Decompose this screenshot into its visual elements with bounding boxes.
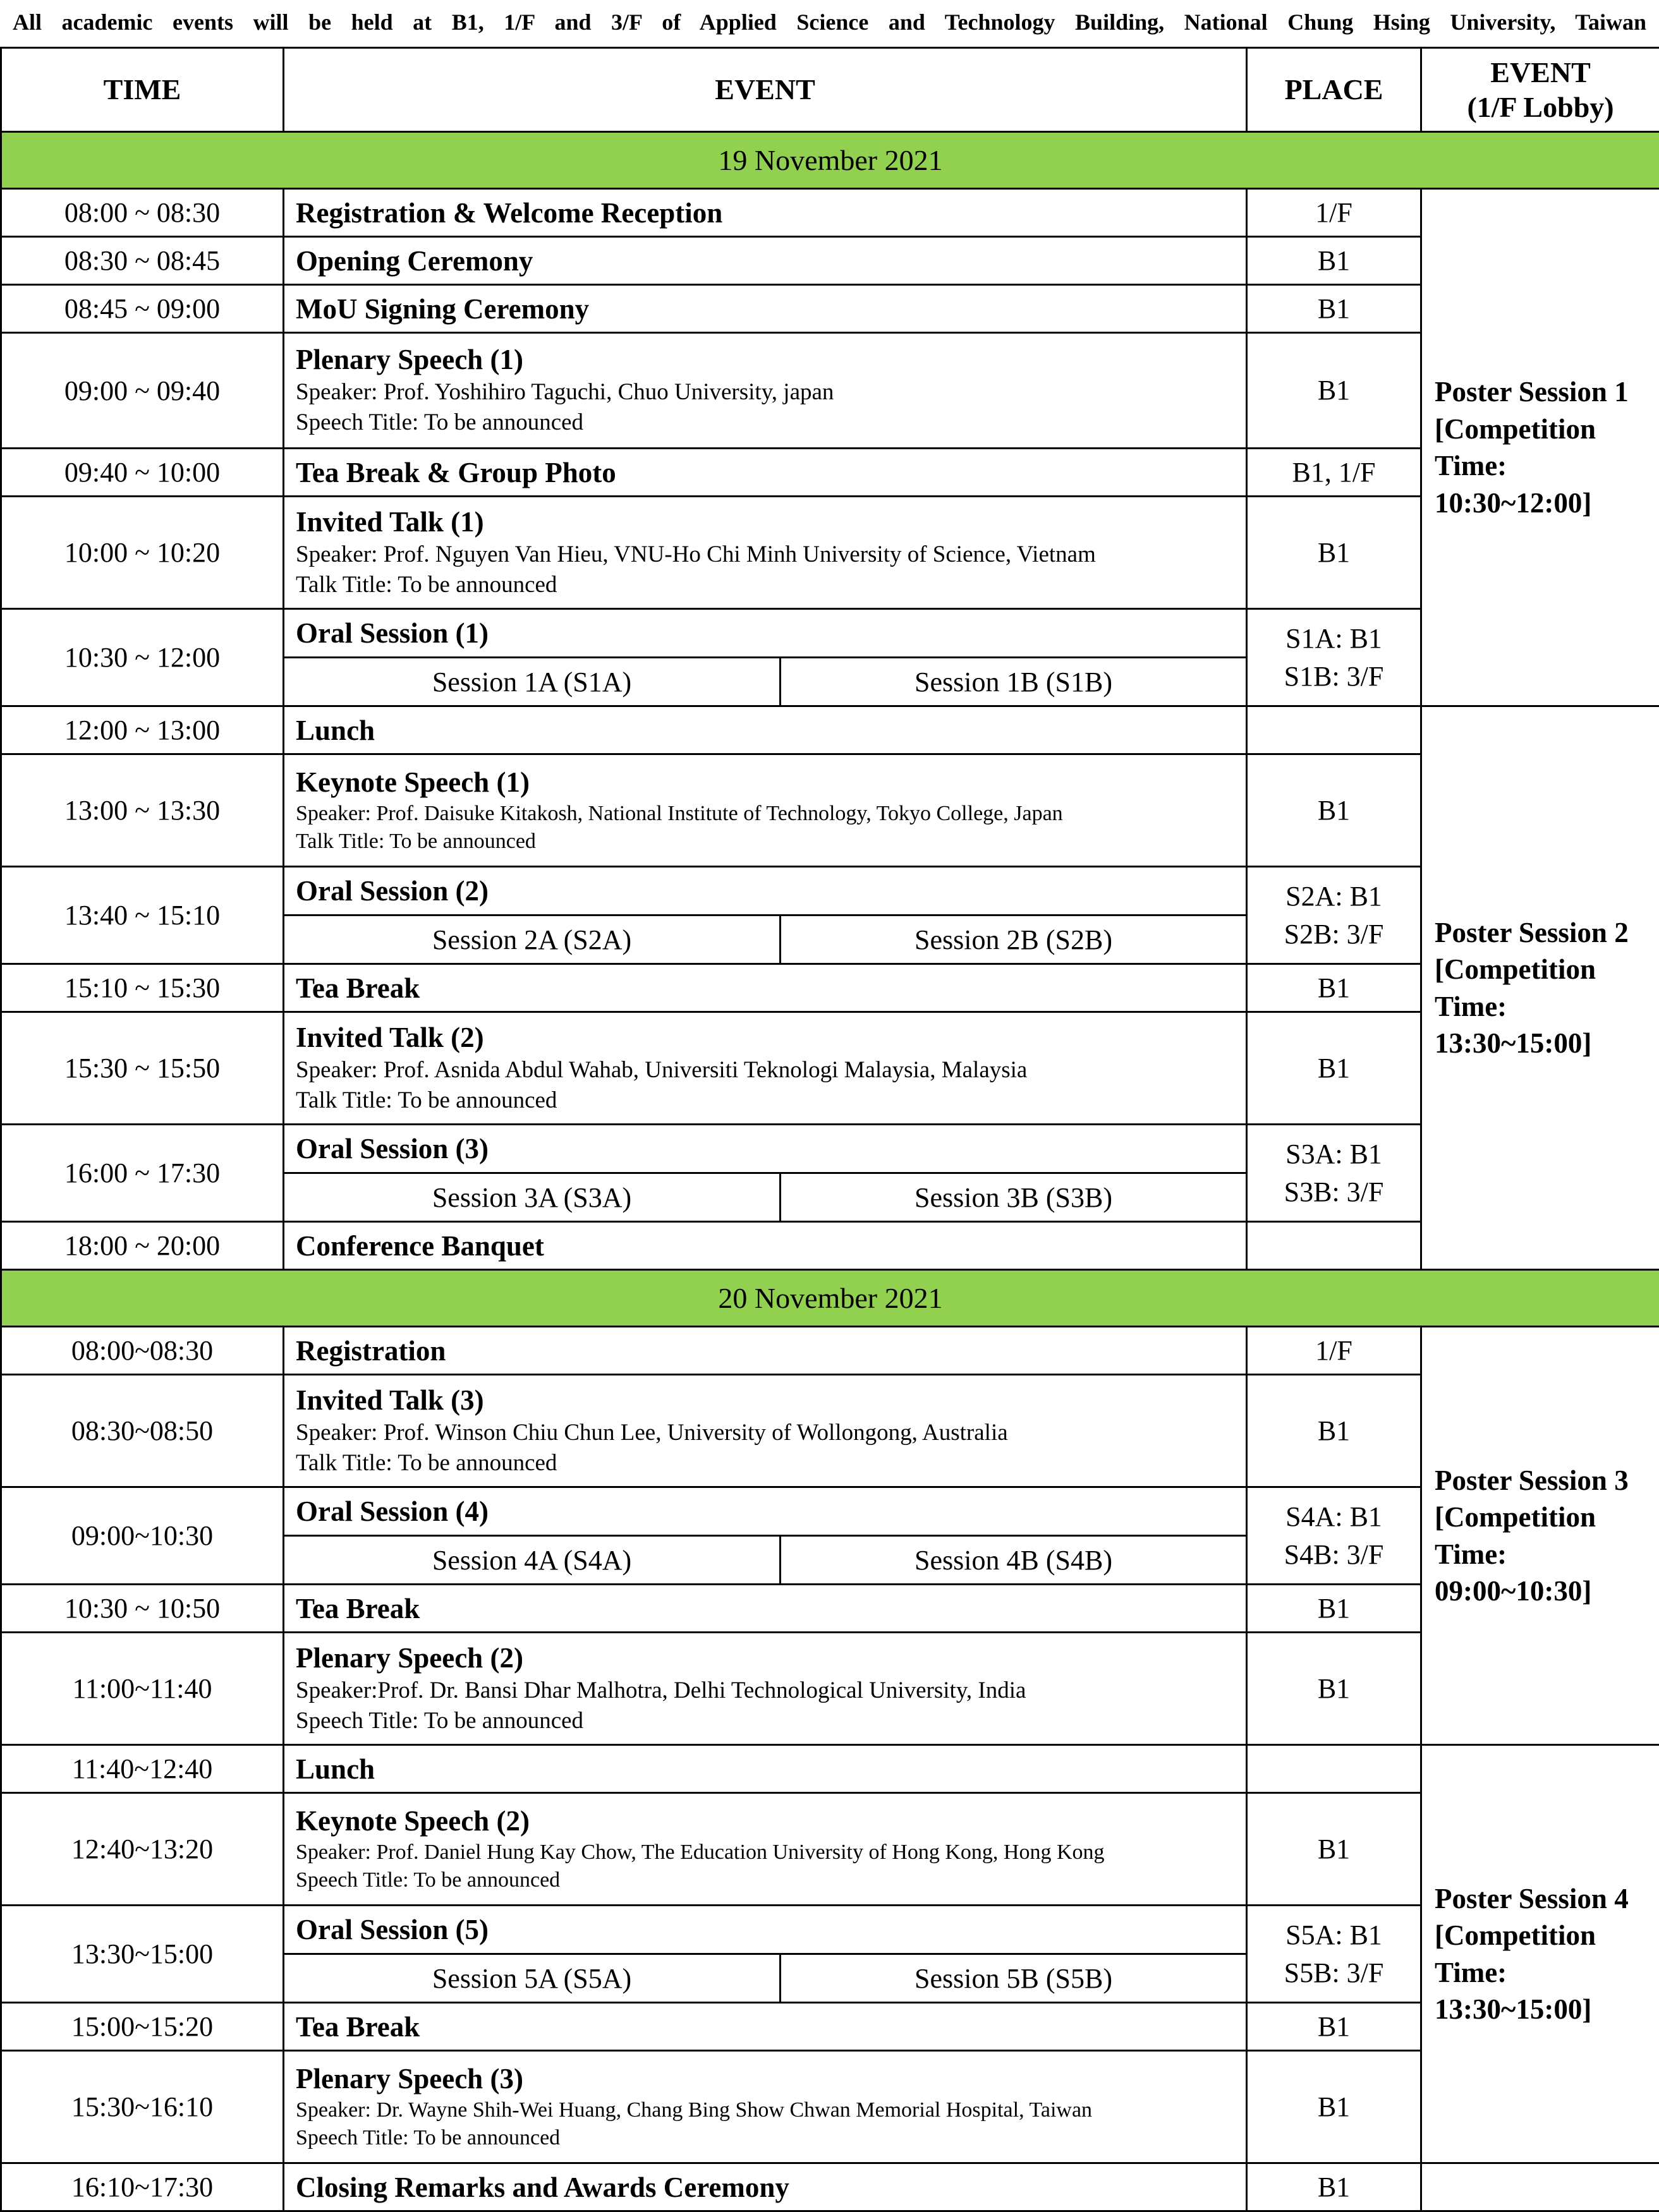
place-cell: B1 (1247, 964, 1421, 1012)
place-cell: B1 (1247, 1375, 1421, 1487)
schedule-table (0, 47, 1659, 2212)
event-speaker: Speaker: Dr. Wayne Shih-Wei Huang, Chang Bing Show Chwan Memorial Hospital, Taiwan (296, 2096, 1246, 2124)
event-cell (284, 1012, 1247, 1125)
table-row (1, 1487, 1659, 1536)
event-title: Tea Break (284, 1585, 1247, 1633)
empty-lobby-cell (1421, 2163, 1659, 2211)
col-header-lobby-line1: EVENT (1490, 56, 1590, 88)
event-subtitle: Talk Title: To be announced (296, 570, 1246, 600)
time-cell: 13:30~15:00 (1, 1906, 284, 2003)
table-row (1, 1633, 1659, 1745)
event-title: Tea Break (284, 2003, 1247, 2051)
table-row (1, 1745, 1659, 1793)
poster-session-cell (1421, 706, 1659, 1270)
table-row (1, 754, 1659, 867)
event-title: Invited Talk (2) (296, 1020, 1246, 1055)
event-speaker: Speaker: Prof. Daisuke Kitakosh, National Institute of Technology, Tokyo College, Japan (296, 800, 1246, 828)
event-subtitle: Talk Title: To be announced (296, 828, 1246, 855)
time-cell: 15:10 ~ 15:30 (1, 964, 284, 1012)
place-cell (1247, 1222, 1421, 1270)
table-row (1, 1585, 1659, 1633)
place-cell: B1 (1247, 2051, 1421, 2163)
poster-line: [Competition (1435, 951, 1659, 988)
session-a: Session 4A (S4A) (284, 1536, 781, 1585)
event-subtitle: Speech Title: To be announced (296, 1866, 1246, 1894)
poster-line: [Competition (1435, 1499, 1659, 1536)
event-title: Tea Break (284, 964, 1247, 1012)
event-speaker: Speaker: Prof. Winson Chiu Chun Lee, University of Wollongong, Australia (296, 1418, 1246, 1448)
event-title: Oral Session (1) (284, 609, 1247, 658)
time-cell: 09:40 ~ 10:00 (1, 449, 284, 497)
time-cell: 18:00 ~ 20:00 (1, 1222, 284, 1270)
day-date: 20 November 2021 (1, 1270, 1659, 1327)
col-header-time: TIME (1, 48, 284, 132)
table-row (1, 1125, 1659, 1173)
time-cell: 16:00 ~ 17:30 (1, 1125, 284, 1222)
event-title: Tea Break & Group Photo (284, 449, 1247, 497)
place-cell: B1 (1247, 2003, 1421, 2051)
poster-time: 13:30~15:00] (1435, 1025, 1659, 1062)
table-header-row (1, 48, 1659, 132)
table-row (1, 497, 1659, 609)
table-row (1, 189, 1659, 237)
event-title: Lunch (284, 1745, 1247, 1793)
event-title: Lunch (284, 706, 1247, 754)
place-cell: 1/F (1247, 1327, 1421, 1375)
place-cell: B1 (1247, 2163, 1421, 2211)
place-line: S5A: B1 (1285, 1919, 1382, 1950)
poster-title: Poster Session 2 (1435, 914, 1659, 952)
time-cell: 10:00 ~ 10:20 (1, 497, 284, 609)
event-title: Registration & Welcome Reception (284, 189, 1247, 237)
event-title: Oral Session (3) (284, 1125, 1247, 1173)
place-cell (1247, 1906, 1421, 2003)
time-cell: 08:00 ~ 08:30 (1, 189, 284, 237)
place-cell: B1, 1/F (1247, 449, 1421, 497)
col-header-lobby-line2: (1/F Lobby) (1467, 91, 1613, 123)
event-title: Plenary Speech (2) (296, 1641, 1246, 1676)
table-row (1, 449, 1659, 497)
poster-line: Time: (1435, 1536, 1659, 1573)
session-a: Session 1A (S1A) (284, 658, 781, 706)
event-speaker: Speaker: Prof. Nguyen Van Hieu, VNU-Ho Chi Minh University of Science, Vietnam (296, 540, 1246, 570)
place-line: S1A: B1 (1285, 623, 1382, 654)
event-subtitle: Talk Title: To be announced (296, 1085, 1246, 1116)
poster-session-cell (1421, 1327, 1659, 1745)
session-a: Session 2A (S2A) (284, 916, 781, 964)
session-b: Session 5B (S5B) (781, 1954, 1247, 2003)
poster-line: Time: (1435, 1954, 1659, 1991)
event-title: Keynote Speech (1) (296, 765, 1246, 800)
place-line: S2A: B1 (1285, 881, 1382, 912)
time-cell: 12:00 ~ 13:00 (1, 706, 284, 754)
time-cell: 10:30 ~ 12:00 (1, 609, 284, 706)
event-title: Keynote Speech (2) (296, 1804, 1246, 1839)
event-title: Plenary Speech (3) (296, 2062, 1246, 2096)
time-cell: 11:00~11:40 (1, 1633, 284, 1745)
place-line: S4B: 3/F (1284, 1539, 1384, 1570)
table-row (1, 1793, 1659, 1906)
time-cell: 13:00 ~ 13:30 (1, 754, 284, 867)
table-row (1, 706, 1659, 754)
event-cell (284, 1375, 1247, 1487)
event-subtitle: Speech Title: To be announced (296, 2124, 1246, 2152)
session-a: Session 3A (S3A) (284, 1173, 781, 1222)
place-line: S1B: 3/F (1284, 661, 1384, 692)
time-cell: 16:10~17:30 (1, 2163, 284, 2211)
event-title: Invited Talk (1) (296, 505, 1246, 540)
time-cell: 08:30~08:50 (1, 1375, 284, 1487)
poster-line: [Competition (1435, 1917, 1659, 1954)
place-cell: B1 (1247, 1012, 1421, 1125)
event-cell (284, 333, 1247, 449)
day-header-row (1, 1270, 1659, 1327)
time-cell: 08:00~08:30 (1, 1327, 284, 1375)
col-header-place: PLACE (1247, 48, 1421, 132)
time-cell: 09:00 ~ 09:40 (1, 333, 284, 449)
event-speaker: Speaker: Prof. Asnida Abdul Wahab, Universiti Teknologi Malaysia, Malaysia (296, 1055, 1246, 1085)
event-title: Closing Remarks and Awards Ceremony (284, 2163, 1247, 2211)
poster-title: Poster Session 4 (1435, 1880, 1659, 1918)
time-cell: 08:30 ~ 08:45 (1, 237, 284, 285)
table-row (1, 285, 1659, 333)
event-title: Registration (284, 1327, 1247, 1375)
table-row (1, 1375, 1659, 1487)
table-row (1, 1222, 1659, 1270)
table-row (1, 1327, 1659, 1375)
place-cell: B1 (1247, 285, 1421, 333)
poster-time: 13:30~15:00] (1435, 1991, 1659, 2028)
place-cell: B1 (1247, 1793, 1421, 1906)
event-cell (284, 2051, 1247, 2163)
place-cell (1247, 706, 1421, 754)
event-title: Conference Banquet (284, 1222, 1247, 1270)
poster-session-cell (1421, 1745, 1659, 2163)
event-speaker: Speaker: Prof. Daniel Hung Kay Chow, The Education University of Hong Kong, Hong Kong (296, 1839, 1246, 1866)
event-cell (284, 1633, 1247, 1745)
place-cell (1247, 1487, 1421, 1585)
place-cell: B1 (1247, 754, 1421, 867)
place-cell: B1 (1247, 237, 1421, 285)
table-row (1, 2003, 1659, 2051)
day-date: 19 November 2021 (1, 132, 1659, 189)
event-cell (284, 1793, 1247, 1906)
time-cell: 13:40 ~ 15:10 (1, 867, 284, 964)
poster-time: 09:00~10:30] (1435, 1573, 1659, 1610)
poster-line: Time: (1435, 447, 1659, 485)
event-subtitle: Talk Title: To be announced (296, 1448, 1246, 1478)
event-subtitle: Speech Title: To be announced (296, 408, 1246, 438)
place-line: S2B: 3/F (1284, 919, 1384, 950)
event-speaker: Speaker:Prof. Dr. Bansi Dhar Malhotra, Delhi Technological University, India (296, 1676, 1246, 1706)
session-b: Session 2B (S2B) (781, 916, 1247, 964)
place-line: S3A: B1 (1285, 1139, 1382, 1169)
place-cell (1247, 1745, 1421, 1793)
place-cell: B1 (1247, 1585, 1421, 1633)
place-cell (1247, 1125, 1421, 1222)
time-cell: 11:40~12:40 (1, 1745, 284, 1793)
place-cell: B1 (1247, 1633, 1421, 1745)
venue-note: All academic events will be held at B1, 1/F and 3/F of Applied Science and Technology Building, National Chung Hsing University, Taiwan (0, 0, 1659, 47)
poster-line: Time: (1435, 988, 1659, 1025)
time-cell: 12:40~13:20 (1, 1793, 284, 1906)
place-line: S5B: 3/F (1284, 1957, 1384, 1988)
event-cell (284, 497, 1247, 609)
col-header-event: EVENT (284, 48, 1247, 132)
time-cell: 08:45 ~ 09:00 (1, 285, 284, 333)
event-title: Opening Ceremony (284, 237, 1247, 285)
table-row (1, 237, 1659, 285)
col-header-lobby (1421, 48, 1659, 132)
poster-title: Poster Session 3 (1435, 1462, 1659, 1499)
session-b: Session 1B (S1B) (781, 658, 1247, 706)
place-cell: B1 (1247, 497, 1421, 609)
time-cell: 15:30~16:10 (1, 2051, 284, 2163)
poster-title: Poster Session 1 (1435, 373, 1659, 411)
day-header-row (1, 132, 1659, 189)
event-title: Invited Talk (3) (296, 1383, 1246, 1418)
table-row (1, 333, 1659, 449)
event-subtitle: Speech Title: To be announced (296, 1706, 1246, 1736)
table-row (1, 1012, 1659, 1125)
place-cell: B1 (1247, 333, 1421, 449)
event-title: Oral Session (2) (284, 867, 1247, 916)
time-cell: 10:30 ~ 10:50 (1, 1585, 284, 1633)
time-cell: 15:00~15:20 (1, 2003, 284, 2051)
place-line: S4A: B1 (1285, 1501, 1382, 1532)
event-cell (284, 754, 1247, 867)
event-title: MoU Signing Ceremony (284, 285, 1247, 333)
table-row (1, 964, 1659, 1012)
poster-line: [Competition (1435, 411, 1659, 448)
session-b: Session 3B (S3B) (781, 1173, 1247, 1222)
event-title: Oral Session (5) (284, 1906, 1247, 1954)
event-speaker: Speaker: Prof. Yoshihiro Taguchi, Chuo University, japan (296, 377, 1246, 408)
place-cell (1247, 609, 1421, 706)
place-cell (1247, 867, 1421, 964)
place-line: S3B: 3/F (1284, 1176, 1384, 1207)
table-row (1, 2163, 1659, 2211)
time-cell: 15:30 ~ 15:50 (1, 1012, 284, 1125)
time-cell: 09:00~10:30 (1, 1487, 284, 1585)
table-row (1, 2051, 1659, 2163)
table-row (1, 1906, 1659, 1954)
event-title: Oral Session (4) (284, 1487, 1247, 1536)
poster-session-cell (1421, 189, 1659, 706)
session-a: Session 5A (S5A) (284, 1954, 781, 2003)
event-title: Plenary Speech (1) (296, 342, 1246, 377)
place-cell: 1/F (1247, 189, 1421, 237)
table-row (1, 867, 1659, 916)
table-row (1, 609, 1659, 658)
poster-time: 10:30~12:00] (1435, 485, 1659, 522)
session-b: Session 4B (S4B) (781, 1536, 1247, 1585)
